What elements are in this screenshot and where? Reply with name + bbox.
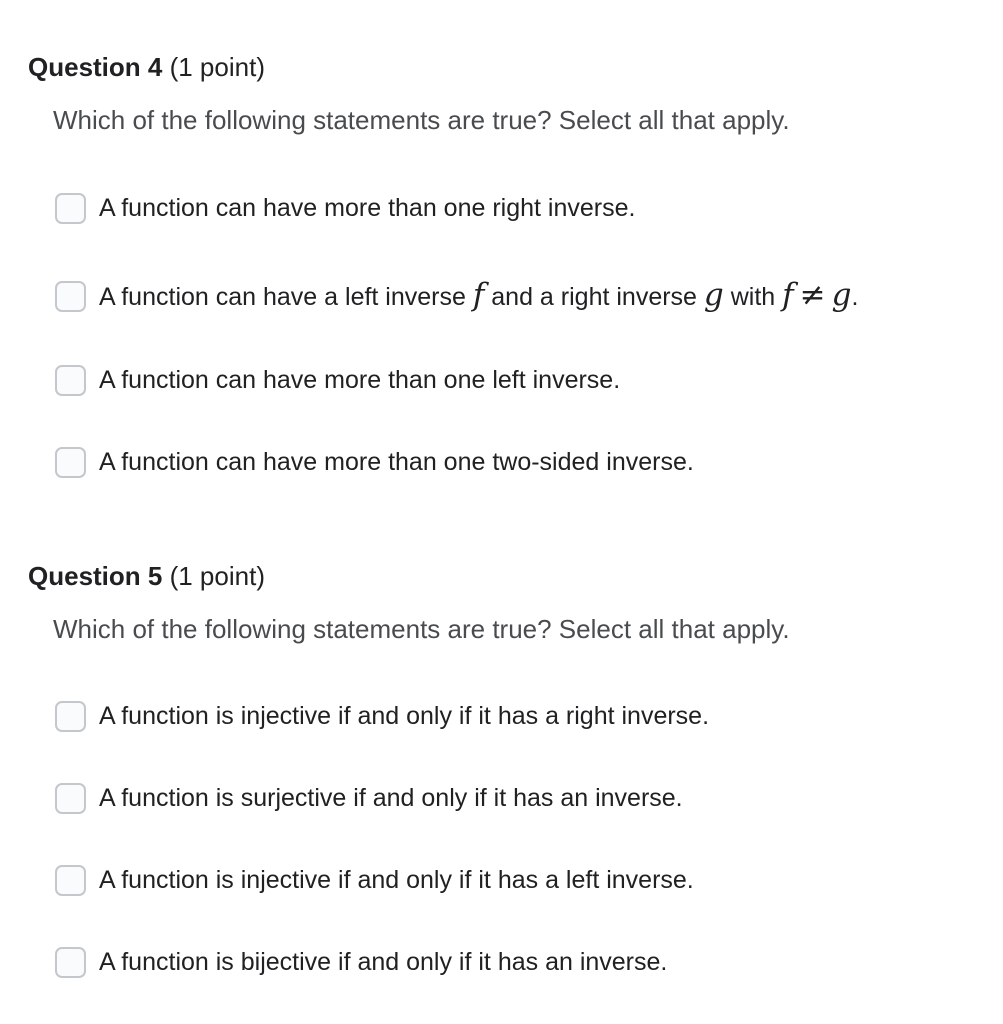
question-points: (1 point) (169, 561, 265, 591)
math-symbol: ≠ (799, 277, 826, 313)
option-label: A function is injective if and only if it has a right inverse. (99, 702, 710, 730)
option-item[interactable] (55, 442, 694, 482)
option-item[interactable] (55, 696, 709, 736)
question-title: Question 5 (28, 561, 163, 591)
question-title: Question 4 (28, 52, 163, 82)
question-points: (1 point) (169, 52, 265, 82)
question-header (28, 560, 265, 592)
math-symbol: g (831, 277, 852, 313)
option-label: A function can have more than one left inverse. (99, 366, 621, 394)
option-label (99, 279, 858, 313)
math-symbol: f (472, 277, 485, 313)
option-item[interactable] (55, 860, 694, 900)
question-header (28, 51, 265, 83)
checkbox[interactable] (55, 281, 86, 312)
option-label: A function is surjective if and only if it has an inverse. (99, 784, 683, 812)
checkbox[interactable] (55, 947, 86, 978)
option-item[interactable] (55, 188, 635, 228)
option-text-part: with (723, 283, 783, 311)
checkbox[interactable] (55, 193, 86, 224)
question-prompt: Which of the following statements are true? Select all that apply. (53, 105, 790, 135)
checkbox[interactable] (55, 701, 86, 732)
option-label: A function is injective if and only if it has a left inverse. (99, 866, 694, 894)
question-prompt: Which of the following statements are true? Select all that apply. (53, 614, 790, 644)
checkbox[interactable] (55, 447, 86, 478)
checkbox[interactable] (55, 865, 86, 896)
checkbox[interactable] (55, 365, 86, 396)
checkbox[interactable] (55, 783, 86, 814)
option-item[interactable] (55, 942, 667, 982)
option-label: A function is bijective if and only if it has an inverse. (99, 948, 668, 976)
option-item[interactable] (55, 360, 620, 400)
option-item[interactable] (55, 276, 858, 316)
option-text-part: and a right inverse (484, 283, 704, 311)
option-label: A function can have more than one two-sided inverse. (99, 448, 694, 476)
option-text-part: A function can have a left inverse (99, 283, 473, 311)
option-text-part: . (851, 283, 859, 311)
math-symbol: f (782, 277, 794, 313)
math-symbol: g (703, 277, 724, 313)
option-label: A function can have more than one right inverse. (99, 194, 636, 222)
option-item[interactable] (55, 778, 683, 818)
